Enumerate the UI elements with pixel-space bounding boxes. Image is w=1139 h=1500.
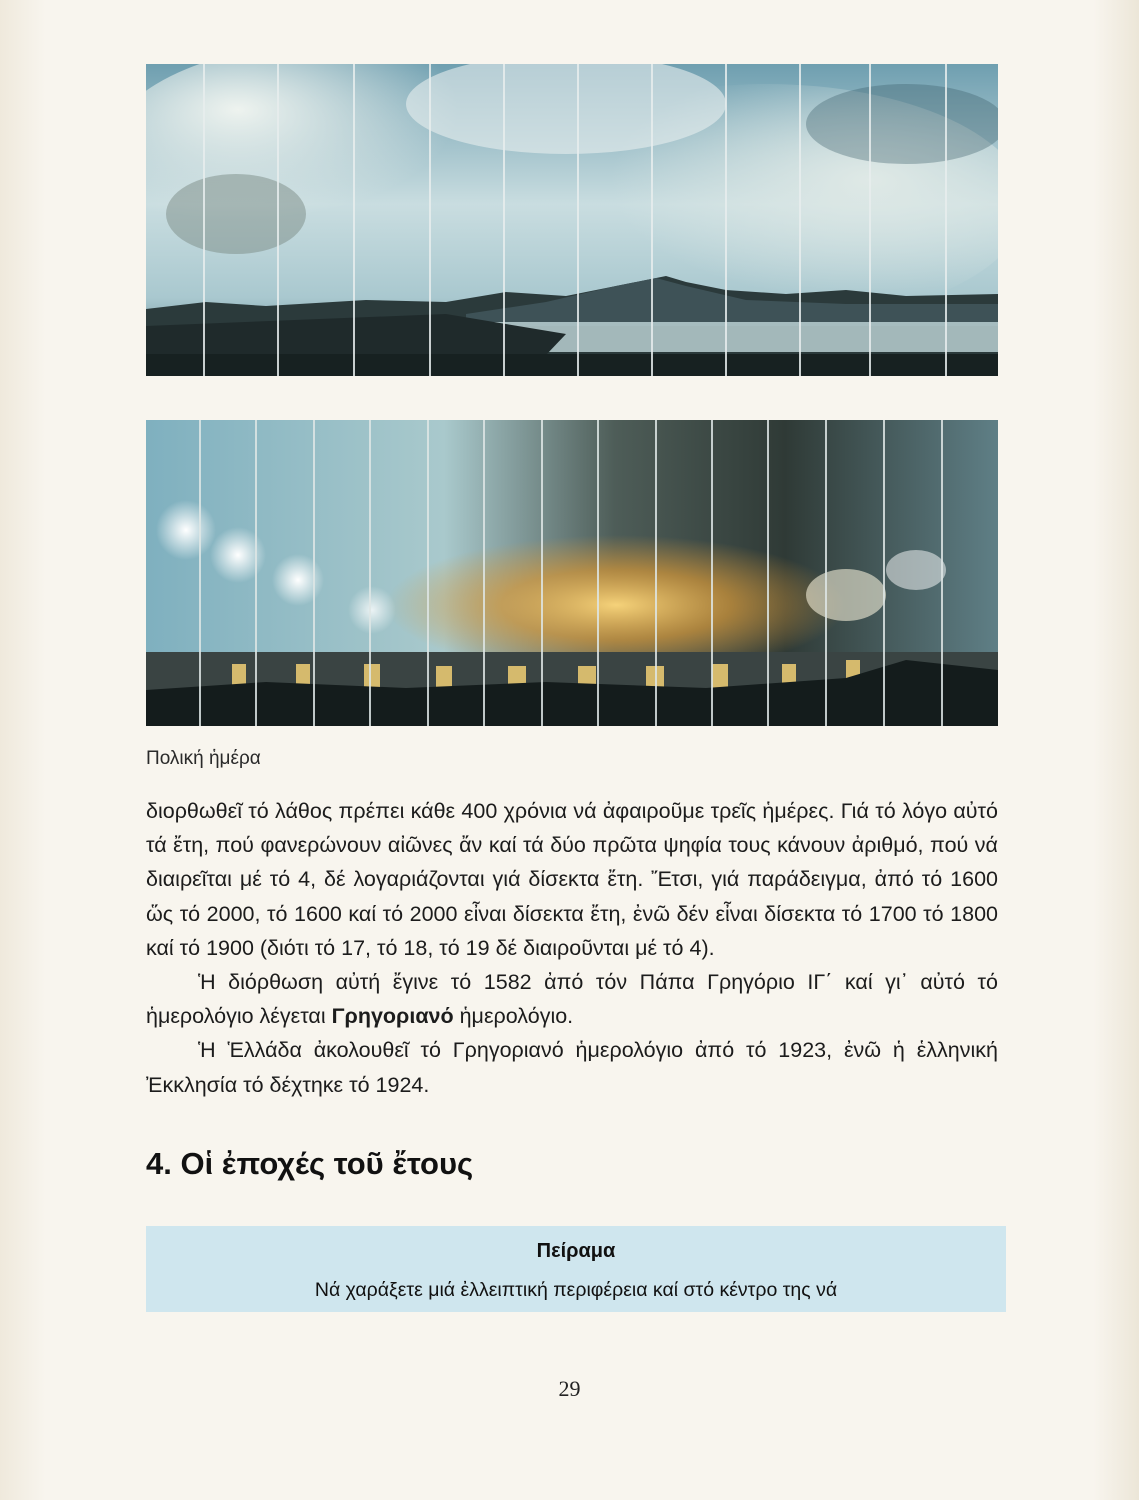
polar-day-photo-bottom (146, 420, 998, 726)
photo-sequence-bottom (146, 420, 998, 726)
photo-sequence-top (146, 64, 998, 376)
body-text (146, 794, 998, 1102)
gregorian-term: Γρηγοριανό (331, 1004, 454, 1029)
paragraph-leap-years: διορθωθεῖ τό λάθος πρέπει κάθε 400 χρόνια νά ἀφαιροῦμε τρεῖς ἡμέρες. Γιά τό λόγο αὐτό τά ἔτη, πού φανερώνουν αἰῶνες ἄν καί τά δύο πρῶτα ψηφία τους κάνουν ἀριθμό, πού νά διαιρεῖται μέ τό 4, δέ λογαριάζονται γιά δίσεκτα ἔτη. Ἔτσι, γιά παράδειγμα, ἀπό τό 1600 ὥς τό 2000, τό 1600 καί τό 2000 εἶναι δίσεκτα ἔτη, ἐνῶ δέν εἶναι δίσεκτα τό 1700 τό 1800 καί τό 1900 (διότι τό 17, τό 18, τό 19 δέ διαιροῦνται μέ τό 4). (146, 799, 998, 960)
experiment-text: Νά χαράξετε μιά ἐλλειπτική περιφέρεια καί στό κέντρο της νά (314, 1279, 838, 1301)
experiment-box (146, 1226, 1006, 1312)
section-heading: 4. Οἱ ἐποχές τοῦ ἔτους (146, 1146, 474, 1181)
experiment-title: Πείραμα (536, 1240, 616, 1262)
page-number: 29 (558, 1376, 581, 1401)
paragraph-gregorian-reform (146, 965, 998, 1033)
figure-caption: Πολική ἡμέρα (146, 748, 261, 769)
paragraph-2-text: Ἡ διόρθωση αὐτή ἔγινε τό 1582 ἀπό τόν Πάπα Γρηγόριο ΙΓ΄ καί γι᾽ αὐτό τό ἡμερολόγιο λέγεται (146, 970, 998, 1029)
paragraph-2-end: ἡμερολόγιο. (453, 1004, 574, 1029)
polar-day-photo-top (146, 64, 998, 376)
paragraph-greece-adoption: Ἡ Ἑλλάδα ἀκολουθεῖ τό Γρηγοριανό ἡμερολόγιο ἀπό τό 1923, ἐνῶ ἡ ἑλληνική Ἐκκλησία τό δέχτηκε τό 1924. (146, 1038, 998, 1097)
